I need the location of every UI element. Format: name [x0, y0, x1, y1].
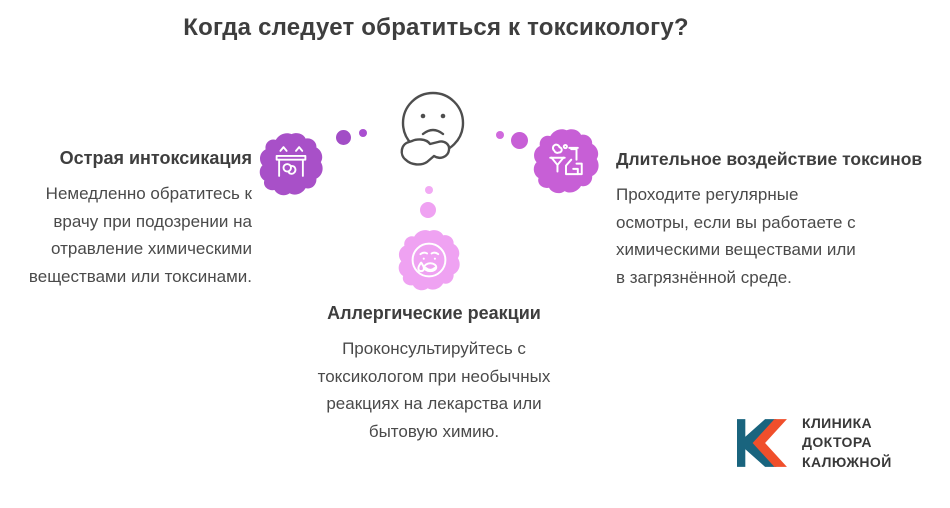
- section-body: Немедленно обратитесь к врачу при подозрении на отравление химическими веществами или токсинами.: [28, 184, 252, 286]
- section-heading: Аллергические реакции: [327, 303, 541, 323]
- clinic-logo-line: КАЛЮЖНОЙ: [802, 453, 892, 470]
- clinic-logo-mark: [737, 415, 789, 471]
- section-acute-intoxication: [2, 148, 252, 290]
- poison-table-icon: [271, 144, 311, 184]
- decorative-dot: [336, 130, 351, 145]
- decorative-dot: [420, 202, 436, 218]
- clinic-logo-text: [802, 414, 892, 472]
- section-heading: Длительное воздействие токсинов: [616, 149, 923, 169]
- clinic-logo-line: КЛИНИКА: [802, 415, 873, 431]
- decorative-dot: [359, 129, 367, 137]
- decorative-dot: [511, 132, 528, 149]
- sick-face-icon: [408, 239, 450, 281]
- section-heading: Острая интоксикация: [59, 148, 252, 168]
- section-allergic-reactions: [304, 303, 564, 445]
- allergic-reactions-blob: [397, 228, 461, 292]
- section-body: Проконсультируйтесь с токсикологом при необычных реакциях на лекарства или бытовую химию.: [317, 339, 551, 441]
- thinking-face-icon: [392, 86, 472, 174]
- acute-intoxication-blob: [258, 131, 324, 197]
- factory-pollution-icon: [545, 140, 587, 182]
- decorative-dot: [496, 131, 504, 139]
- section-body: Проходите регулярные осмотры, если вы работаете с химическими веществами или в загрязнённой среде.: [616, 185, 856, 287]
- decorative-dot: [425, 186, 433, 194]
- clinic-logo-line: ДОКТОРА: [802, 434, 872, 451]
- page-title: Когда следует обратиться к токсикологу?: [183, 14, 689, 41]
- chronic-exposure-blob: [532, 127, 600, 195]
- clinic-logo: [737, 414, 892, 472]
- section-chronic-exposure: [616, 149, 950, 291]
